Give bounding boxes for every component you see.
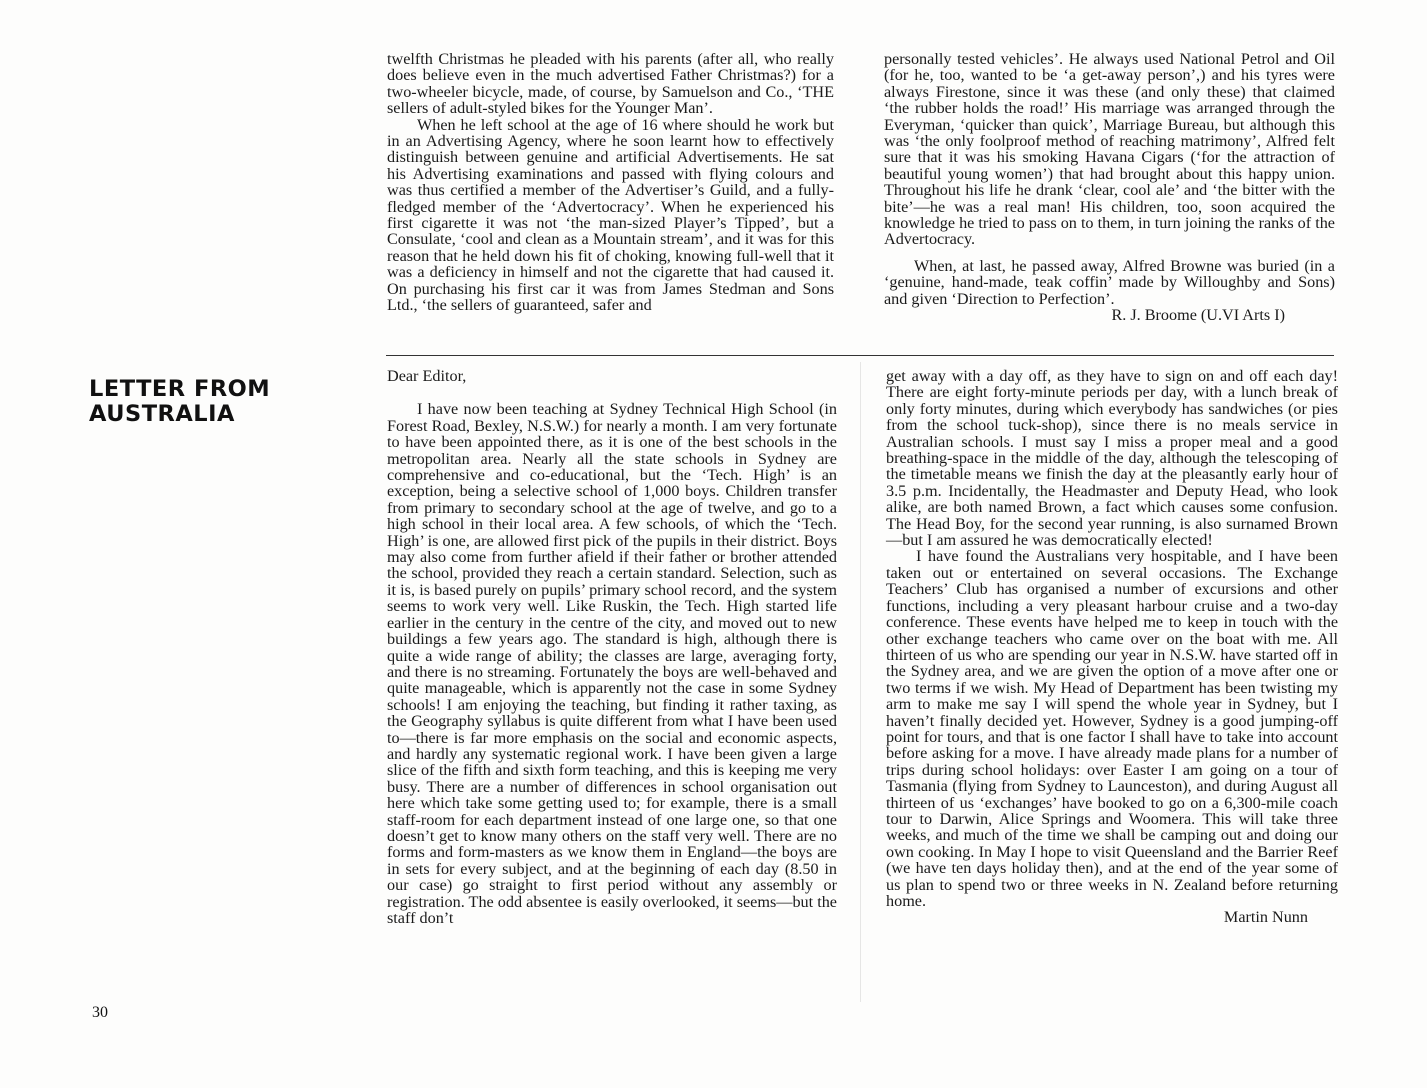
heading-line: AUSTRALIA	[89, 401, 235, 427]
article1-paragraph: personally tested vehicles’. He always used National Petrol and Oil (for he, too, wanted to be ‘a get-away person’,) and his tyres were always Firestone, since it was these (and only these) that claimed ‘the rubber holds the road!’ His marriage was arranged through the Everyman, ‘quicker than quick’, Marriage Bureau, but although this was ‘the only foolproof method of reaching matrimony’, Alfred felt sure that it was his smoking Havana Cigars (‘for the attraction of beautiful young women’) that had brought about this happy union. Throughout his life he drank ‘clear, cool ale’ and ‘the bitter with the bite’—he was a real man! His children, too, soon acquired the knowledge he tried to pass on to them, in turn joining the ranks of the Advertocracy.	[884, 50, 1335, 249]
article2-author: Martin Nunn	[1223, 908, 1308, 927]
article1-paragraph: When, at last, he passed away, Alfred Browne was buried (in a ‘genuine, hand-made, teak coffin’ made by Willoughby and Sons) and given ‘Direction to Perfection’.	[884, 256, 1335, 308]
section-divider	[386, 355, 1334, 356]
article2-heading	[89, 377, 270, 427]
article2-left-column	[387, 368, 837, 926]
letter-salutation: Dear Editor,	[387, 367, 467, 385]
article1-paragraph: When he left school at the age of 16 where should he work but in an Advertising Agency, where he soon learnt how to effectively distinguish between genuine and artificial Advertisements. He sat his Advertising examinations and passed with flying colours and was thus certified a member of the Advertiser’s Guild, and a fully-fledged member of the ‘Advertocracy’. When he experienced his first cigarette it was not ‘the man-sized Player’s Tipped’, but a Consulate, ‘cool and clean as a Mountain stream’, and it was for this reason that he held down his fit of choking, knowing full-well that it was a deficiency in himself and not the cigarette that had caused it. On purchasing his first car it was from James Stedman and Sons Ltd., ‘the sellers of guaranteed, safer and	[387, 115, 834, 315]
article1-left-column	[387, 51, 834, 314]
column-divider	[860, 362, 861, 1002]
page-number: 30	[92, 1004, 108, 1021]
article2-paragraph: I have found the Australians very hospitable, and I have been taken out or entertained on several occasions. The Exchange Teachers’ Club has organised a number of excursions and other functions, including a very pleasant harbour cruise and a two-day conference. These events have helped me to keep in touch with the other exchange teachers who came over on the boat with me. All thirteen of us who are spending our year in N.S.W. have started off in the Sydney area, and we are given the option of a move after one or two terms if we wish. My Head of Department has been twisting my arm to make me say I will spend the whole year in Sydney, but I haven’t finally decided yet. However, Sydney is a good jumping-off point for tours, and that is one factor I shall have to take into account before asking for a move. I have already made plans for a number of trips during school holidays: over Easter I am going on a tour of Tasmania (flying from Sydney to Launceston), and during August all thirteen of us ‘exchanges’ have booked to go on a 6,300-mile coach tour to Darwin, Alice Springs and Woomera. This will take three weeks, and much of the time we shall be camping out and doing our own cooking. In May I hope to visit Queensland and the Barrier Reef (we have ten days holiday then), and at the end of the year some of us plan to spend two or three weeks in N. Zealand before returning home.	[886, 547, 1338, 910]
article2-right-column	[886, 368, 1338, 926]
article1-right-column	[884, 51, 1335, 324]
heading-line: LETTER FROM	[89, 376, 271, 402]
article2-paragraph: I have now been teaching at Sydney Technical High School (in Forest Road, Bexley, N.S.W.) for nearly a month. I am very fortunate to have been appointed there, as it is one of the best schools in the metropolitan area. Nearly all the state schools in Sydney are comprehensive and co-educational, but the ‘Tech. High’ is an exception, being a selective school of 1,000 boys. Children transfer from primary to secondary school at the age of twelve, and go to a high school in their local area. A few schools, of which the ‘Tech. High’ is one, are allowed first pick of the pupils in their district. Boys may also come from further afield if their father or brother attended the school, provided they reach a certain standard. Selection, such as it is, is based purely on pupils’ primary school record, and the system seems to work very well. Like Ruskin, the Tech. High started life earlier in the century in the centre of the city, and moved out to new buildings a few years ago. The standard is high, although there is quite a wide range of ability; the classes are large, averaging forty, and there is no streaming. Fortunately the boys are well-behaved and quite manageable, which is apparently not the case in some Sydney schools! I am enjoying the teaching, but finding it rather taxing, as the Geography syllabus is quite different from what I have been used to—there is far more emphasis on the social and economic aspects, and hardly any systematic regional work. I have been given a large slice of the fifth and sixth form teaching, and this is keeping me very busy. There are a number of differences in school organisation out here which take some getting used to; for example, there is a small staff-room for each department instead of one large one, so that one doesn’t get to know many others on the staff very well. There are no forms and form-masters as we know them in England—the boys are in sets for every subject, and at the beginning of each day (8.50 in our case) go straight to first period without any assembly or registration. The odd absentee is easily overlooked, it seems—but the staff don’t	[387, 400, 837, 927]
article1-author: R. J. Broome (U.VI Arts I)	[1111, 306, 1285, 325]
article2-paragraph: get away with a day off, as they have to sign on and off each day! There are eight forty-minute periods per day, with a lunch break of only forty minutes, during which everybody has sandwiches (or pies from the school tuck-shop), since there is no meals service in Australian schools. I must say I miss a proper meal and a good breathing-space in the middle of the day, although the telescoping of the timetable means we finish the day at the pleasantly early hour of 3.5 p.m. Incidentally, the Headmaster and Deputy Head, who look alike, are both named Brown, a fact which causes some confusion. The Head Boy, for the second year running, is also surnamed Brown—but I am assured he was democratically elected!	[886, 367, 1338, 550]
article1-paragraph: twelfth Christmas he pleaded with his parents (after all, who really does believe even in the much advertised Father Christmas?) for a two-wheeler bicycle, made, of course, by Samuelson and Co., ‘THE sellers of adult-styled bikes for the Younger Man’.	[387, 50, 834, 118]
